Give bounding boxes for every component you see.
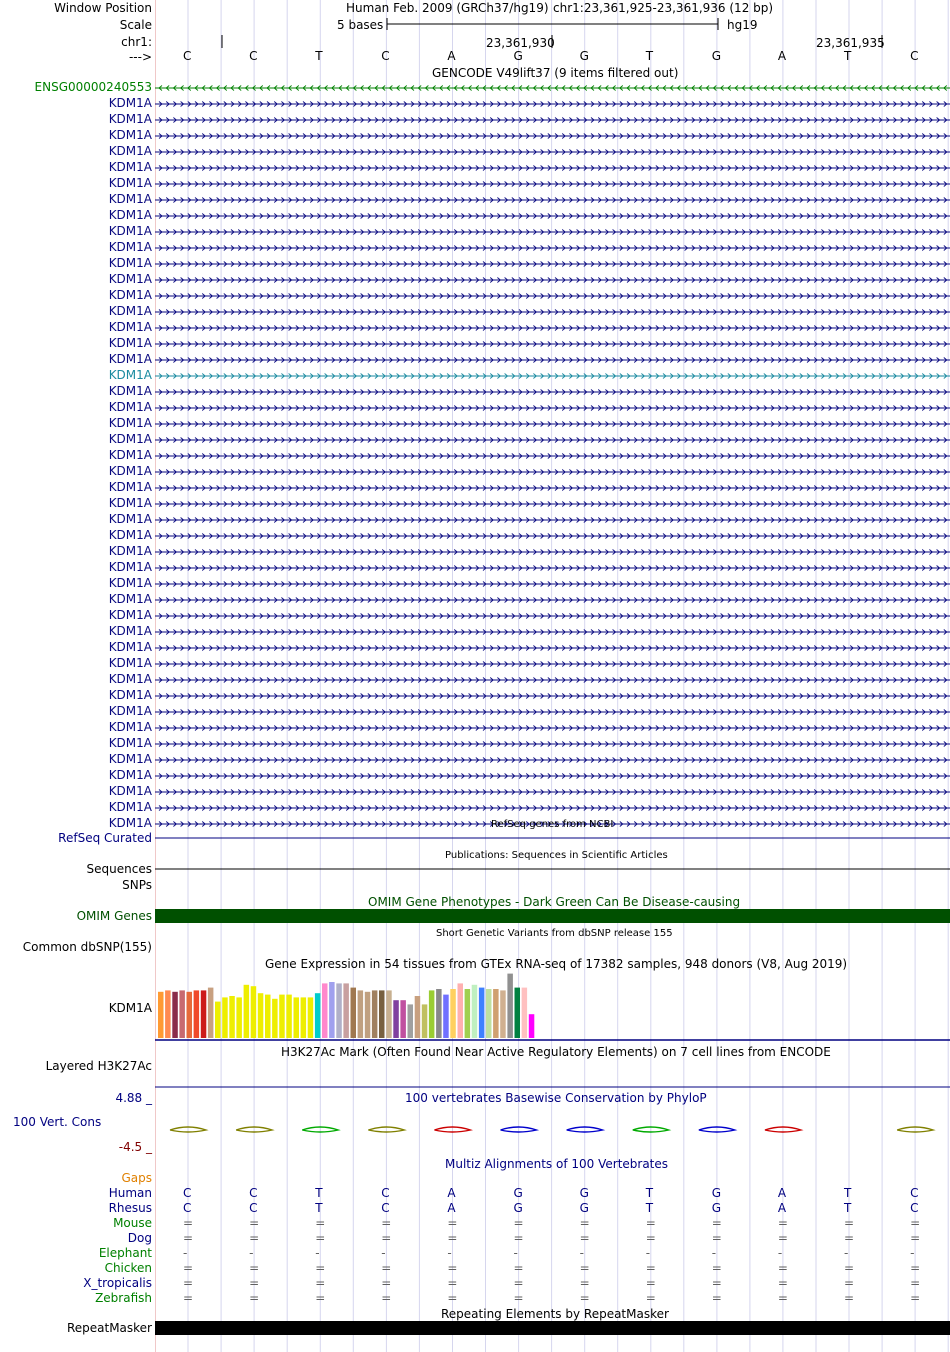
gtex-tissue-bar	[244, 985, 250, 1038]
gencode-item-label-first[interactable]: ENSG00000240553	[34, 80, 152, 94]
gtex-tissue-bar	[408, 1004, 414, 1038]
assembly-name: Human Feb. 2009 (GRCh37/hg19)	[346, 1, 549, 15]
alignment-base: =	[315, 1261, 326, 1275]
alignment-base: =	[249, 1291, 260, 1305]
alignment-base: -	[183, 1246, 188, 1260]
phylop-max-label: 4.88 _	[115, 1091, 152, 1105]
gencode-item-label[interactable]: KDM1A	[108, 768, 152, 782]
alignment-base: =	[910, 1276, 921, 1290]
pubs-snps-label[interactable]: SNPs	[122, 878, 152, 892]
gtex-tissue-bar	[229, 996, 235, 1038]
reference-base: C	[249, 49, 258, 63]
track-label-column	[0, 0, 155, 1352]
alignment-base: =	[381, 1276, 392, 1290]
alignment-base: =	[183, 1231, 194, 1245]
alignment-base: =	[645, 1231, 656, 1245]
dbsnp-track-title: Short Genetic Variants from dbSNP release 155	[436, 928, 673, 939]
gtex-tissue-bar	[515, 988, 521, 1038]
gencode-item-label[interactable]: KDM1A	[108, 448, 152, 462]
alignment-base: -	[513, 1246, 518, 1260]
gencode-item-label[interactable]: KDM1A	[108, 208, 152, 222]
alignment-base: -	[447, 1246, 452, 1260]
alignment-base: =	[711, 1276, 722, 1290]
alignment-base: -	[579, 1246, 584, 1260]
alignment-base: =	[381, 1291, 392, 1305]
gtex-tissue-bar	[315, 993, 321, 1038]
reference-base: T	[645, 49, 654, 63]
species-label: X_tropicalis	[83, 1276, 152, 1290]
omim-track-label[interactable]: OMIM Genes	[76, 909, 152, 923]
alignment-base: A	[777, 1201, 787, 1215]
alignment-base: =	[777, 1216, 788, 1230]
gtex-tissue-bar	[222, 997, 228, 1038]
gencode-item-label[interactable]: KDM1A	[108, 304, 152, 318]
gencode-item-label[interactable]: KDM1A	[108, 128, 152, 142]
gtex-tissue-bar	[443, 995, 449, 1038]
reference-base: A	[777, 49, 787, 63]
gtex-tissue-bar	[279, 995, 285, 1038]
alignment-base: =	[579, 1291, 590, 1305]
alignment-base: =	[844, 1216, 855, 1230]
alignment-base: -	[711, 1246, 717, 1260]
gtex-tissue-bar	[472, 985, 478, 1038]
gtex-tissue-bar	[158, 992, 164, 1038]
gtex-tissue-bar	[251, 986, 257, 1038]
alignment-base: C	[381, 1201, 390, 1215]
reference-base: C	[183, 49, 192, 63]
gtex-tissue-bar	[187, 992, 193, 1038]
alignment-base: =	[447, 1261, 458, 1275]
alignment-base: C	[183, 1186, 192, 1200]
alignment-base: =	[777, 1261, 788, 1275]
gtex-tissue-bar	[522, 988, 528, 1038]
alignment-base: =	[315, 1291, 326, 1305]
gencode-item-label[interactable]: KDM1A	[108, 288, 152, 302]
gencode-item-label[interactable]: KDM1A	[108, 368, 152, 382]
alignment-base: =	[645, 1216, 656, 1230]
gencode-item-label[interactable]: KDM1A	[108, 672, 152, 686]
species-label: Dog	[127, 1231, 152, 1245]
alignment-base: =	[910, 1216, 921, 1230]
position-readout: chr1:23,361,925-23,361,936 (12 bp)	[553, 1, 774, 15]
gtex-tissue-bar	[458, 983, 464, 1038]
alignment-base: =	[447, 1291, 458, 1305]
alignment-base: =	[249, 1261, 260, 1275]
gtex-tissue-bar	[351, 988, 357, 1038]
reference-base: G	[579, 49, 589, 63]
gtex-tissue-bar	[393, 1000, 399, 1038]
pubs-track-title: Publications: Sequences in Scientific Articles	[445, 850, 668, 861]
alignment-base: =	[381, 1216, 392, 1230]
gencode-item-label[interactable]: KDM1A	[108, 640, 152, 654]
gtex-tissue-bar	[436, 989, 442, 1038]
alignment-base: =	[315, 1276, 326, 1290]
gencode-item-label[interactable]: KDM1A	[108, 432, 152, 446]
alignment-base: =	[579, 1276, 590, 1290]
alignment-base: =	[447, 1276, 458, 1290]
alignment-base: T	[844, 1186, 852, 1200]
alignment-base: =	[447, 1216, 458, 1230]
alignment-base: =	[711, 1231, 722, 1245]
alignment-base: =	[579, 1231, 590, 1245]
reference-base: G	[711, 49, 722, 63]
reference-base: A	[447, 49, 456, 63]
alignment-base: -	[910, 1246, 915, 1260]
gencode-item-label[interactable]: KDM1A	[108, 720, 152, 734]
gencode-item-label[interactable]: KDM1A	[108, 384, 152, 398]
gtex-tissue-bar	[308, 997, 314, 1038]
gtex-tissue-bar	[179, 990, 185, 1038]
alignment-base: =	[579, 1261, 590, 1275]
gtex-tissue-bar	[493, 989, 499, 1038]
alignment-base: =	[249, 1231, 260, 1245]
gencode-item-label[interactable]: KDM1A	[108, 192, 152, 206]
alignment-base: G	[711, 1201, 722, 1215]
alignment-base: C	[183, 1201, 192, 1215]
gtex-track-title: Gene Expression in 54 tissues from GTEx RNA-seq of 17382 samples, 948 donors (V8, Aug 2019)	[265, 957, 848, 971]
alignment-base: A	[447, 1201, 456, 1215]
alignment-base: C	[249, 1201, 258, 1215]
gtex-tissue-bar	[358, 990, 364, 1038]
alignment-base: =	[183, 1276, 194, 1290]
gtex-tissue-bar	[322, 983, 328, 1038]
alignment-base: =	[447, 1231, 458, 1245]
track-image[interactable]	[155, 0, 950, 1352]
alignment-base: =	[183, 1216, 194, 1230]
gtex-tissue-bar	[529, 1014, 535, 1038]
alignment-base: T	[645, 1201, 654, 1215]
gtex-tissue-bar	[465, 989, 471, 1038]
gencode-item-label[interactable]: KDM1A	[108, 224, 152, 238]
gtex-tissue-bar	[507, 974, 513, 1038]
refseq-track-label[interactable]: RefSeq Curated	[58, 831, 152, 845]
gtex-tissue-bar	[265, 995, 271, 1038]
gencode-item-label[interactable]: KDM1A	[108, 608, 152, 622]
repeatmasker-track-label[interactable]: RepeatMasker	[66, 1321, 152, 1335]
coord-tick-label-1: 23,361,930	[486, 36, 555, 50]
alignment-base: -	[315, 1246, 320, 1260]
alignment-base: =	[315, 1231, 326, 1245]
gtex-tissue-bar	[301, 997, 307, 1038]
alignment-base: T	[315, 1186, 323, 1200]
alignment-base: =	[844, 1261, 855, 1275]
phylop-track-label[interactable]: 100 Vert. Cons	[13, 1115, 102, 1129]
species-label: Rhesus	[108, 1201, 152, 1215]
alignment-base: -	[844, 1246, 849, 1260]
gencode-item-label[interactable]: KDM1A	[108, 704, 152, 718]
alignment-base: A	[447, 1186, 456, 1200]
gencode-item-label[interactable]: KDM1A	[108, 416, 152, 430]
gencode-item-label[interactable]: KDM1A	[108, 816, 152, 830]
omim-gene-bar	[155, 909, 950, 923]
gtex-tissue-bar	[365, 992, 371, 1038]
gencode-item-label[interactable]: KDM1A	[108, 112, 152, 126]
alignment-base: C	[381, 1186, 390, 1200]
omim-track-title: OMIM Gene Phenotypes - Dark Green Can Be Disease-causing	[368, 895, 741, 909]
alignment-base: =	[910, 1261, 921, 1275]
gtex-tissue-bar	[479, 988, 485, 1038]
chrom-label: chr1:	[121, 35, 152, 49]
refseq-track-title: RefSeq genes from NCBI	[491, 819, 614, 830]
gtex-tissue-bar	[422, 1004, 428, 1038]
alignment-base: C	[249, 1186, 258, 1200]
alignment-base: =	[579, 1216, 590, 1230]
gencode-item-label[interactable]: KDM1A	[108, 272, 152, 286]
db-text: hg19	[727, 18, 758, 32]
reference-base: G	[513, 49, 523, 63]
gencode-item-label[interactable]: KDM1A	[108, 592, 152, 606]
gtex-tissue-bar	[172, 992, 178, 1038]
gencode-item-label[interactable]: KDM1A	[108, 576, 152, 590]
gencode-item-label[interactable]: KDM1A	[108, 96, 152, 110]
reference-base: C	[910, 49, 919, 63]
repeatmasker-bar	[155, 1321, 950, 1335]
gencode-item-label[interactable]: KDM1A	[108, 784, 152, 798]
gencode-item-label[interactable]: KDM1A	[108, 688, 152, 702]
coord-tick-label-2: 23,361,935	[816, 36, 885, 50]
alignment-base: =	[910, 1291, 921, 1305]
gtex-tissue-bar	[379, 990, 385, 1038]
strand-label: --->	[128, 50, 152, 64]
alignment-base: G	[579, 1201, 589, 1215]
gtex-tissue-bar	[415, 996, 421, 1038]
pubs-sequences-label[interactable]: Sequences	[86, 862, 152, 876]
alignment-base: =	[844, 1276, 855, 1290]
gencode-item-label[interactable]: KDM1A	[108, 480, 152, 494]
gtex-tissue-bar	[258, 993, 264, 1038]
gtex-tissue-bar	[208, 988, 214, 1038]
species-label: Zebrafish	[95, 1291, 152, 1305]
gtex-tissue-bar	[486, 989, 492, 1038]
gencode-item-label[interactable]: KDM1A	[108, 656, 152, 670]
alignment-base: G	[513, 1201, 523, 1215]
alignment-base: =	[183, 1261, 194, 1275]
gtex-tissue-bar	[450, 989, 456, 1038]
window-position-label: Window Position	[54, 1, 152, 15]
alignment-base: C	[910, 1201, 919, 1215]
alignment-base: =	[381, 1261, 392, 1275]
alignment-base: =	[249, 1216, 260, 1230]
repeatmasker-track-title: Repeating Elements by RepeatMasker	[441, 1307, 669, 1321]
gtex-tissue-bar	[343, 983, 349, 1038]
gencode-item-label[interactable]: KDM1A	[108, 624, 152, 638]
species-label: Mouse	[113, 1216, 152, 1230]
alignment-base: =	[645, 1291, 656, 1305]
alignment-base: =	[844, 1291, 855, 1305]
alignment-base: =	[645, 1261, 656, 1275]
gtex-tissue-bar	[429, 990, 435, 1038]
alignment-base: =	[777, 1291, 788, 1305]
alignment-base: G	[579, 1186, 589, 1200]
gencode-item-label[interactable]: KDM1A	[108, 256, 152, 270]
scale-bases-text: 5 bases	[337, 18, 384, 32]
gencode-item-label[interactable]: KDM1A	[108, 752, 152, 766]
alignment-base: =	[513, 1291, 524, 1305]
alignment-base: G	[513, 1186, 523, 1200]
alignment-base: T	[645, 1186, 654, 1200]
gtex-tissue-bar	[386, 990, 392, 1038]
reference-base: T	[844, 49, 852, 63]
gencode-item-label[interactable]: KDM1A	[108, 560, 152, 574]
gtex-tissue-bar	[329, 982, 335, 1038]
alignment-base: =	[513, 1276, 524, 1290]
alignment-base: =	[777, 1231, 788, 1245]
gtex-tissue-bar	[194, 990, 200, 1038]
gencode-track-title: GENCODE V49lift37 (9 items filtered out)	[432, 66, 679, 80]
gencode-item-label[interactable]: KDM1A	[108, 800, 152, 814]
gencode-item-label[interactable]: KDM1A	[108, 544, 152, 558]
gtex-tissue-bar	[201, 990, 207, 1038]
h3k27ac-track-title: H3K27Ac Mark (Often Found Near Active Regulatory Elements) on 7 cell lines from ENCODE	[281, 1045, 831, 1059]
alignment-base: T	[315, 1201, 323, 1215]
alignment-base: =	[513, 1261, 524, 1275]
gencode-item-label[interactable]: KDM1A	[108, 736, 152, 750]
alignment-base: T	[844, 1201, 852, 1215]
gtex-tissue-bar	[336, 983, 342, 1038]
alignment-base: =	[711, 1291, 722, 1305]
alignment-base: A	[777, 1186, 787, 1200]
alignment-base: =	[844, 1231, 855, 1245]
gencode-item-label[interactable]: KDM1A	[108, 528, 152, 542]
scale-label: Scale	[119, 18, 152, 32]
phylop-track-title: 100 vertebrates Basewise Conservation by PhyloP	[405, 1091, 707, 1105]
species-label: Human	[108, 1186, 152, 1200]
multiz-track-title: Multiz Alignments of 100 Vertebrates	[445, 1157, 669, 1171]
phylop-min-label: -4.5 _	[118, 1140, 152, 1154]
dbsnp-track-label[interactable]: Common dbSNP(155)	[22, 940, 152, 954]
reference-base: T	[315, 49, 323, 63]
gaps-label: Gaps	[121, 1171, 152, 1185]
alignment-base: =	[381, 1231, 392, 1245]
gtex-tissue-bar	[294, 997, 300, 1038]
alignment-base: -	[249, 1246, 254, 1260]
alignment-base: =	[711, 1261, 722, 1275]
alignment-base: G	[711, 1186, 722, 1200]
gtex-tissue-bar	[236, 997, 242, 1038]
gtex-track-label[interactable]: KDM1A	[108, 1001, 152, 1015]
alignment-base: =	[910, 1231, 921, 1245]
species-label: Elephant	[98, 1246, 152, 1260]
gencode-item-label[interactable]: KDM1A	[108, 176, 152, 190]
alignment-base: =	[315, 1216, 326, 1230]
alignment-base: =	[711, 1216, 722, 1230]
gtex-tissue-bar	[286, 995, 292, 1038]
gtex-tissue-bar	[165, 990, 171, 1038]
gencode-item-label[interactable]: KDM1A	[108, 160, 152, 174]
alignment-base: =	[183, 1291, 194, 1305]
gtex-tissue-bar	[500, 990, 506, 1038]
gtex-tissue-bar	[400, 1000, 406, 1038]
gtex-tissue-bar	[272, 999, 278, 1038]
gencode-item-label[interactable]: KDM1A	[108, 336, 152, 350]
gencode-item-label[interactable]: KDM1A	[108, 320, 152, 334]
gencode-item-label[interactable]: KDM1A	[108, 400, 152, 414]
h3k27ac-track-label[interactable]: Layered H3K27Ac	[45, 1059, 152, 1073]
alignment-base: -	[777, 1246, 783, 1260]
gencode-item-label[interactable]: KDM1A	[108, 512, 152, 526]
alignment-base: =	[513, 1216, 524, 1230]
gencode-item-label[interactable]: KDM1A	[108, 240, 152, 254]
gencode-item-label[interactable]: KDM1A	[108, 496, 152, 510]
alignment-base: =	[777, 1276, 788, 1290]
alignment-base: =	[249, 1276, 260, 1290]
gtex-tissue-bar	[215, 1002, 221, 1038]
alignment-base: C	[910, 1186, 919, 1200]
gencode-item-label[interactable]: KDM1A	[108, 144, 152, 158]
species-label: Chicken	[104, 1261, 152, 1275]
gencode-item-label[interactable]: KDM1A	[108, 352, 152, 366]
reference-base: C	[381, 49, 390, 63]
gtex-tissue-bar	[372, 990, 378, 1038]
alignment-base: =	[645, 1276, 656, 1290]
gencode-item-label[interactable]: KDM1A	[108, 464, 152, 478]
alignment-base: -	[381, 1246, 386, 1260]
base-grid-lines	[155, 0, 950, 1352]
alignment-base: =	[513, 1231, 524, 1245]
alignment-base: -	[645, 1246, 651, 1260]
